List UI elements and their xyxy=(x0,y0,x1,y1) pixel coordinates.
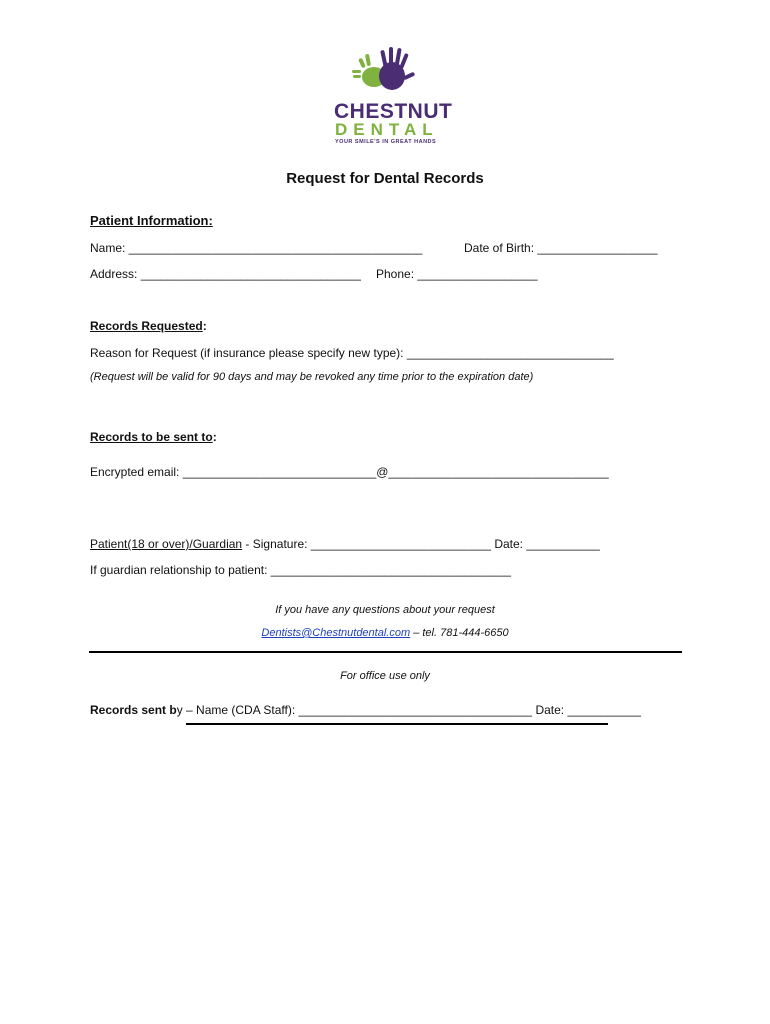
form-title: Request for Dental Records xyxy=(286,170,484,187)
logo-tagline: YOUR SMILE'S IN GREAT HANDS xyxy=(335,139,437,145)
contact-email-link[interactable]: Dentists@Chestnutdental.com xyxy=(261,627,411,639)
records-sent-by-field[interactable]: y – Name (CDA Staff): ___________________________________ Date: ___________ xyxy=(176,703,641,717)
reason-field[interactable]: Reason for Request (if insurance please specify new type): _______________________________ xyxy=(90,346,614,360)
address-field[interactable]: Address: _________________________________ xyxy=(90,267,361,281)
records-sent-to-label: Records to be sent to xyxy=(90,430,213,444)
office-use-label: For office use only xyxy=(340,670,430,682)
signature-field[interactable]: - Signature: ___________________________ Date: ___________ xyxy=(242,537,600,551)
encrypted-email-field[interactable]: Encrypted email: _____________________________@_________________________________ xyxy=(90,465,609,479)
patient-info-heading: Patient Information: xyxy=(90,213,213,228)
bottom-rule xyxy=(186,723,608,725)
patient-guardian-label: Patient(18 or over)/Guardian xyxy=(90,537,243,551)
logo-name-line1: CHESTNUT xyxy=(334,100,453,123)
contact-phone: – tel. 781-444-6650 xyxy=(410,627,509,639)
name-field[interactable]: Name: ____________________________________________ xyxy=(90,241,423,255)
records-requested-heading xyxy=(90,319,207,333)
signature-line xyxy=(90,537,600,551)
questions-text: If you have any questions about your request xyxy=(275,604,495,616)
contact-line xyxy=(0,627,770,639)
records-requested-label: Records Requested xyxy=(90,319,203,333)
guardian-relationship-field[interactable]: If guardian relationship to patient: ____________________________________ xyxy=(90,563,512,577)
logo-name-line2: DENTAL xyxy=(335,120,439,139)
phone-field[interactable]: Phone: __________________ xyxy=(376,267,538,281)
records-requested-colon: : xyxy=(202,319,207,333)
records-sent-to-heading xyxy=(90,430,217,444)
records-sent-by-line xyxy=(90,703,641,717)
records-sent-to-colon: : xyxy=(212,430,217,444)
hand-print-icon xyxy=(330,44,440,98)
records-sent-by-label: Records sent b xyxy=(90,703,177,717)
office-divider xyxy=(89,651,682,653)
validity-note: (Request will be valid for 90 days and may be revoked any time prior to the expiration date) xyxy=(90,371,534,383)
logo xyxy=(330,44,453,148)
dob-field[interactable]: Date of Birth: __________________ xyxy=(464,241,658,255)
